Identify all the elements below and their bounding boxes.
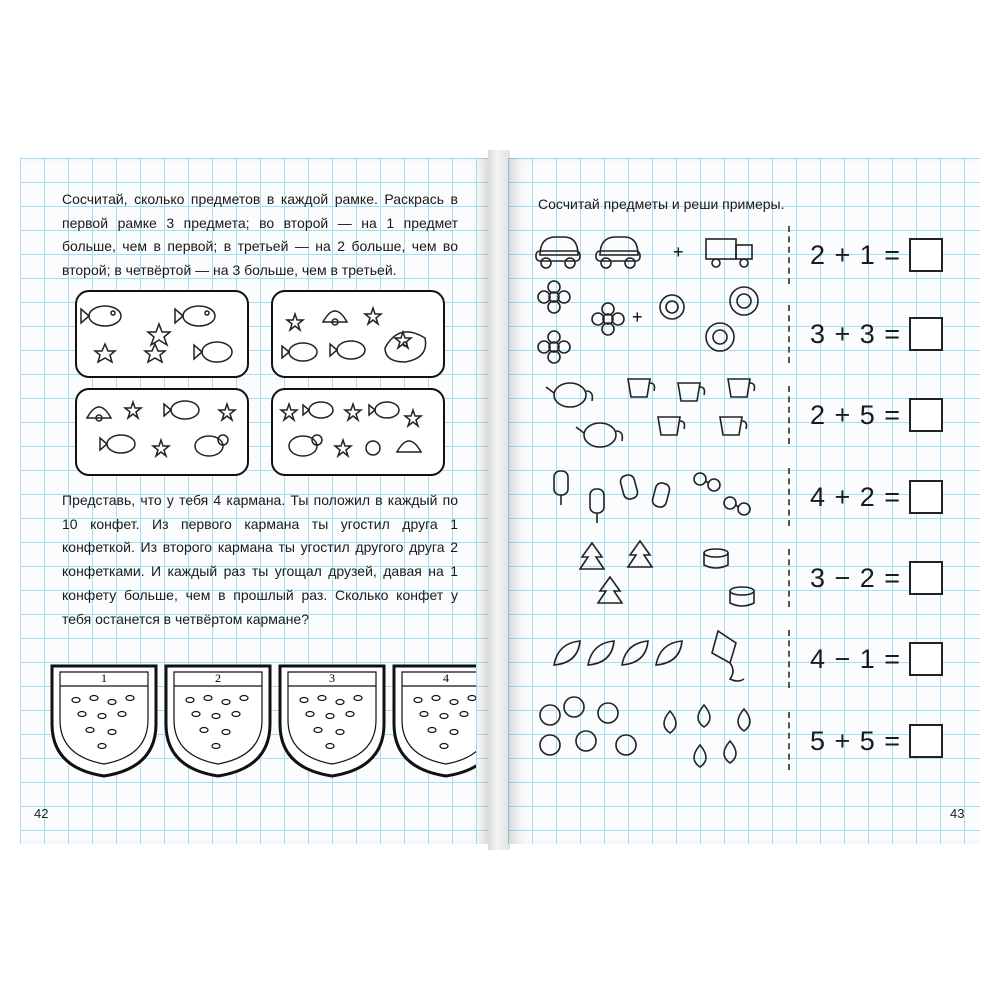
equation-text: 5 + 5 = bbox=[810, 725, 902, 756]
equation-4 bbox=[790, 476, 970, 518]
answer-box[interactable] bbox=[909, 724, 943, 758]
stump-icon bbox=[730, 587, 754, 606]
sunflower-icon bbox=[660, 295, 684, 319]
pocket-label-1: 1 bbox=[101, 671, 107, 685]
cup-icon bbox=[728, 379, 755, 397]
equation-text: 2 + 1 = bbox=[810, 239, 902, 270]
leaf-icon bbox=[622, 641, 648, 665]
page-number-right: 43 bbox=[950, 806, 965, 821]
frame-1 bbox=[75, 290, 249, 378]
task1-text: Сосчитай, сколько предметов в каждой рамке. Раскрась в первой рамке 3 предмета; во второй — на 1 предмет больше, чем в первой; в третьей — на 2 больше, чем во второй; в четвёртой — на 3 больше, чем в третьей. bbox=[62, 191, 458, 279]
frame-1-drawings bbox=[77, 292, 247, 376]
equation-1 bbox=[790, 234, 970, 276]
ice-cream-icon bbox=[619, 474, 639, 501]
plus-sign-2: + bbox=[632, 307, 643, 327]
equation-7 bbox=[790, 720, 970, 762]
frame-4 bbox=[271, 388, 445, 476]
answer-box[interactable] bbox=[909, 238, 943, 272]
equation-3 bbox=[790, 394, 970, 436]
equation-text: 2 + 5 = bbox=[810, 399, 902, 430]
equation-text: 4 − 1 = bbox=[810, 643, 902, 674]
equation-2 bbox=[790, 313, 970, 355]
frame-3-drawings bbox=[77, 390, 247, 474]
equation-text: 4 + 2 = bbox=[810, 481, 902, 512]
equation-5 bbox=[790, 557, 970, 599]
ice-cream-icon bbox=[590, 489, 604, 523]
flower-icon bbox=[592, 303, 624, 335]
frame-2 bbox=[271, 290, 445, 378]
answer-box[interactable] bbox=[909, 398, 943, 432]
stump-icon bbox=[704, 549, 728, 568]
glasses-icon bbox=[724, 497, 750, 515]
ice-cream-icon bbox=[651, 482, 671, 509]
answer-box[interactable] bbox=[909, 317, 943, 351]
page-number-left: 42 bbox=[34, 806, 49, 821]
answer-box[interactable] bbox=[909, 642, 943, 676]
flower-icon bbox=[538, 331, 570, 363]
truck-icon bbox=[706, 239, 752, 267]
car-icon bbox=[536, 237, 580, 268]
pocket-label-3: 3 bbox=[329, 671, 335, 685]
tree-icon bbox=[598, 577, 622, 603]
answer-box[interactable] bbox=[909, 480, 943, 514]
book-spine bbox=[488, 150, 510, 850]
task2-text: Представь, что у тебя 4 кармана. Ты положил в каждый по 10 конфет. Из первого кармана ты угостил друга 1 конфеткой. Из второго кармана ты угостил другого друга 2 конфетками. И каждый раз ты угощал друзей, давая на 1 конфету больше, чем в прошлый раз. Сколько конфет у тебя останется в четвёртом кармане? bbox=[62, 492, 458, 627]
kite-icon bbox=[712, 631, 744, 681]
answer-box[interactable] bbox=[909, 561, 943, 595]
frame-4-drawings bbox=[273, 390, 443, 474]
right-title: Сосчитай предметы и реши примеры. bbox=[538, 196, 785, 212]
leaf-icon bbox=[656, 641, 682, 665]
leaf-icon bbox=[588, 641, 614, 665]
equation-text: 3 − 2 = bbox=[810, 562, 902, 593]
frame-2-drawings bbox=[273, 292, 443, 376]
pear-icon bbox=[664, 705, 750, 767]
apple-icon bbox=[540, 697, 636, 755]
cup-icon bbox=[720, 417, 747, 435]
object-pictures bbox=[530, 225, 780, 785]
car-icon bbox=[596, 237, 640, 268]
cup-icon bbox=[678, 383, 705, 401]
tree-icon bbox=[628, 541, 652, 567]
pocket-label-4: 4 bbox=[443, 671, 449, 685]
ice-cream-icon bbox=[554, 471, 568, 505]
cup-icon bbox=[658, 417, 685, 435]
sunflower-icon bbox=[706, 323, 734, 351]
teapot-icon bbox=[576, 423, 622, 447]
leaf-icon bbox=[554, 641, 580, 665]
plus-sign-1: + bbox=[673, 242, 684, 262]
equation-6 bbox=[790, 638, 970, 680]
equation-text: 3 + 3 = bbox=[810, 318, 902, 349]
teapot-icon bbox=[546, 383, 592, 407]
glasses-icon bbox=[694, 473, 720, 491]
pocket-label-2: 2 bbox=[215, 671, 221, 685]
frame-3 bbox=[75, 388, 249, 476]
tree-icon bbox=[580, 543, 604, 569]
sunflower-icon bbox=[730, 287, 758, 315]
flower-icon bbox=[538, 281, 570, 313]
pockets bbox=[46, 660, 476, 780]
cup-icon bbox=[628, 379, 655, 397]
